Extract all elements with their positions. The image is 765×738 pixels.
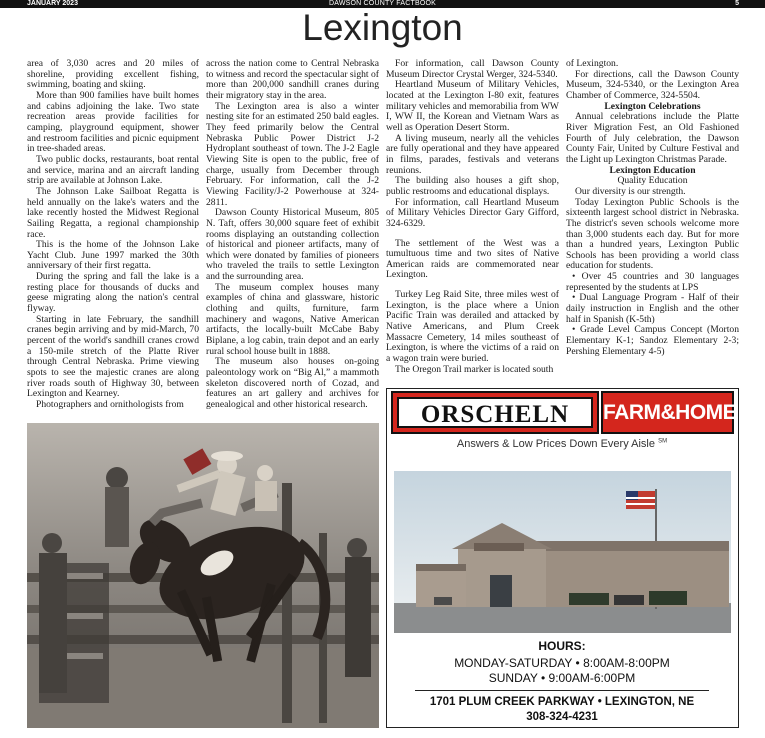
- paragraph: across the nation come to Central Nebraska to witness and record the spectacular sight of more than 200,000 sandhill cranes during their migratory stay in the area.: [206, 58, 379, 101]
- farm-home-badge: [601, 391, 737, 434]
- paragraph: Turkey Leg Raid Site, three miles west of Lexington, is the place where a Union Pacific Train was derailed and attacked by Native Americans, and Plum Creek Massacre Cemetery, 14 miles southeast of Lexington, is where the victims of a raid on a wagon train were buried.: [386, 289, 559, 365]
- subheading-quality: Quality Education: [617, 175, 688, 187]
- brand-name: ORSCHELN: [420, 401, 570, 428]
- ad-tagline: [387, 438, 737, 450]
- article-column-2: [206, 59, 379, 411]
- paragraph: During the spring and fall the lake is a resting place for thousands of ducks and geese migrating along the nation's central flyway.: [27, 271, 199, 315]
- brand-logo-box: [391, 391, 599, 434]
- tagline-text: Answers & Low Prices Down Every Aisle: [456, 438, 655, 450]
- issue-date: JANUARY 2023: [27, 0, 78, 7]
- paragraph: The Lexington area is also a winter nesting site for an estimated 250 bald eagles. They feed primarily below the Central Nebraska Public Power District J-2 Hydroplant southeast of town. The J-2 Eagle Viewing Site is open to the public, free of charge, usually from December through February. For information, call the J-2 Viewing Facility/J-2 Powerhouse at 324-2811.: [206, 100, 379, 208]
- service-mark: SM: [658, 438, 668, 445]
- publication-name: DAWSON COUNTY FACTBOOK: [328, 0, 437, 7]
- hours-weekday: MONDAY-SATURDAY • 8:00AM-8:00PM: [454, 656, 670, 670]
- list-item: • Grade Level Campus Concept (Morton Elementary K-1; Sandoz Elementary 2-3; Pershing Elementary 4-5): [566, 324, 739, 357]
- paragraph: Starting in late February, the sandhill cranes begin arriving and by mid-March, 70 percent of the world's sandhill cranes crowd a 150-mile stretch of the Platte River through Central Nebraska. Prime viewing spots to see the majestic cranes are along river roads south of Highway 30, between Lexington and Kearney.: [27, 313, 199, 400]
- paragraph: Two public docks, restaurants, boat rental and service, marina and an aircraft landing strip are available at Johnson Lake.: [27, 153, 199, 187]
- orscheln-advertisement: [386, 388, 739, 728]
- paragraph: For directions, call the Dawson County Museum, 324-5340, or the Lexington Area Chamber of Commerce, 324-5504.: [566, 68, 739, 101]
- brand-logo-inner: [397, 397, 593, 428]
- section-heading-education: Lexington Education: [609, 164, 696, 176]
- hours-heading: HOURS:: [538, 639, 586, 653]
- divider: [415, 690, 709, 691]
- paragraph: For information, call Heartland Museum of Military Vehicles Director Gary Gifford, 324-6329.: [386, 196, 559, 229]
- list-item: • Over 45 countries and 30 languages represented by the students at LPS: [566, 271, 739, 293]
- paragraph: For information, call Dawson County Museum Director Crystal Werger, 324-5340.: [386, 58, 559, 80]
- paragraph: area of 3,030 acres and 20 miles of shoreline, providing excellent fishing, swimming, boating and skiing.: [27, 58, 199, 91]
- store-photo: [394, 471, 731, 633]
- section-heading-celebrations: Lexington Celebrations: [604, 100, 701, 112]
- paragraph: Dawson County Historical Museum, 805 N. Taft, offers 30,000 square feet of exhibit rooms displaying an outstanding collection of historical and pioneer artifacts, many of which were donated by families of pioneers who traveled the trails to settle Lexington and the surrounding area.: [206, 207, 379, 283]
- paragraph: Annual celebrations include the Platte River Migration Fest, an Old Fashioned Fourth of July celebration, the Dawson County Fair, United by Culture Festival and the Light up Lexington Christmas Parade.: [566, 111, 739, 165]
- paragraph: This is the home of the Johnson Lake Yacht Club. June 1997 marked the 30th anniversary of their first regatta.: [27, 239, 199, 272]
- paragraph: The Johnson Lake Sailboat Regatta is held annually on the lake's waters and the lake recently hosted the Midwest Regional Sailing Regatta, a regional championship race.: [27, 185, 199, 240]
- paragraph: The settlement of the West was a tumultuous time and two sites of Native American raids are commemorated near Lexington.: [386, 237, 559, 281]
- list-item: • Dual Language Program - Half of their daily instruction in English and the other half in Spanish (K-5th): [566, 292, 739, 325]
- paragraph: The museum also houses on-going paleontology work on “Big Al,” a mammoth skeleton discovered north of Cozad, and features an art gallery and archives for genealogical and other historical research.: [206, 356, 379, 410]
- paragraph: Today Lexington Public Schools is the sixteenth largest school district in Nebraska. The district's seven schools welcome more than 3,000 students each day. But for more than a hundred years, Lexington Public Schools has been providing a world class education for students.: [566, 196, 739, 272]
- article-column-4: [566, 59, 739, 357]
- paragraph: The building also houses a gift shop, public restrooms and educational displays.: [386, 175, 559, 197]
- paragraph: Our diversity is our strength.: [575, 185, 686, 197]
- article-column-1: [27, 59, 199, 411]
- paragraph: A living museum, nearly all the vehicles are fully operational and they have appeared in films, parades, festivals and veterans reunions.: [386, 132, 559, 176]
- hours-sunday: SUNDAY • 9:00AM-6:00PM: [488, 671, 636, 685]
- rodeo-photo: [27, 423, 379, 728]
- rodeo-photo-illustration: [27, 423, 379, 728]
- paragraph: of Lexington.: [566, 58, 619, 69]
- paragraph: Photographers and ornithologists from: [36, 399, 184, 410]
- paragraph: The museum complex houses many examples of china and glassware, historic clothing and quilts, furniture, farm machinery and wagons, Native American artifacts, the locally-built McCabe Baby Biplane, a log cabin, train depot and an early rural school house built in 1888.: [206, 281, 379, 357]
- store-phone: 308-324-4231: [526, 711, 598, 723]
- brand-logo: [391, 391, 737, 436]
- store-building-illustration: [394, 471, 731, 633]
- paragraph: The Oregon Trail marker is located south: [395, 363, 554, 375]
- brand-suffix: FARM&HOME: [603, 401, 737, 424]
- article-column-3: [386, 59, 559, 375]
- page-title: Lexington: [302, 7, 463, 48]
- page-number: 5: [735, 0, 739, 7]
- store-address: 1701 PLUM CREEK PARKWAY • LEXINGTON, NE: [429, 696, 695, 708]
- paragraph: Heartland Museum of Military Vehicles, located at the Lexington I-80 exit, features military vehicles and memorabilia from WW I, WW II, the Korean and Vietnam Wars as well as Operation Desert Storm.: [386, 79, 559, 133]
- paragraph: More than 900 families have built homes and cabins adjoining the lake. Two state recreation areas provide facilities for camping, playground equipment, shower and restroom facilities and picnic equipment in tree-shaded areas.: [27, 89, 199, 155]
